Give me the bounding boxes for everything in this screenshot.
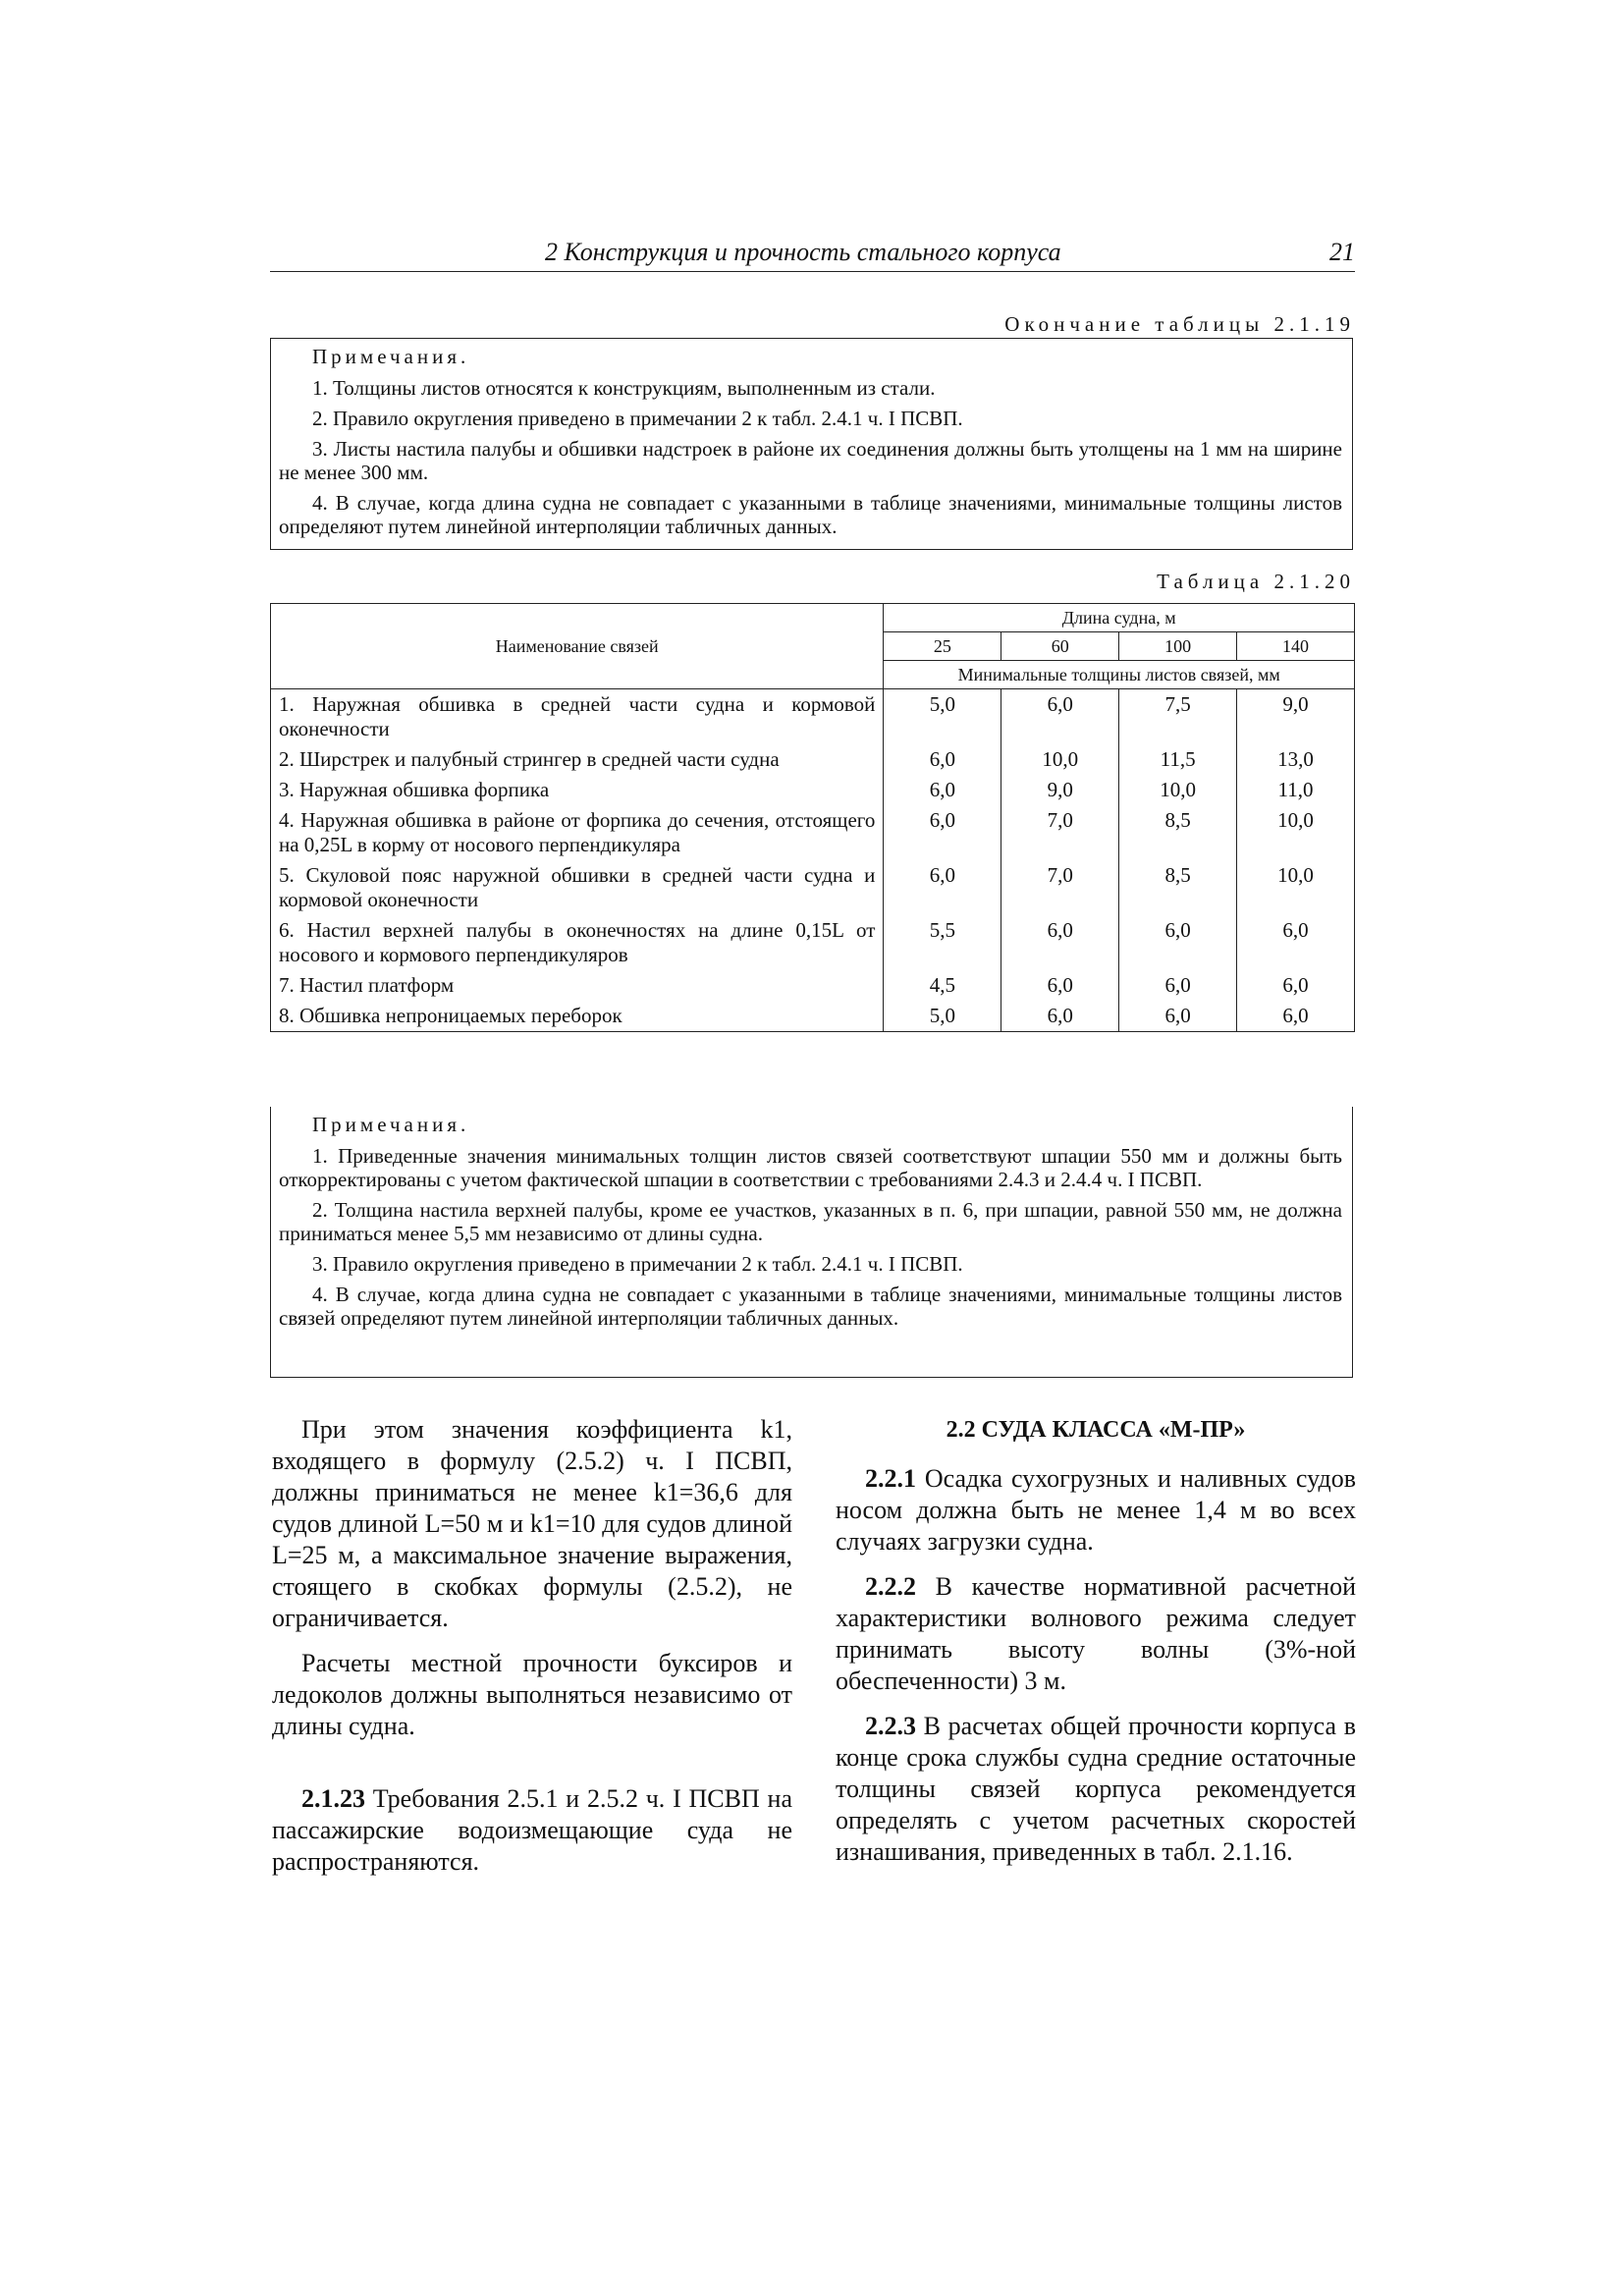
note-item: 4. В случае, когда длина судна не совпадает с указанными в таблице значениями, минимальные толщины листов определяют путем линейной интерполяции табличных данных.	[279, 491, 1342, 538]
cell-value: 6,0	[1237, 970, 1355, 1001]
cell-value: 9,0	[1237, 689, 1355, 745]
cell-value: 7,5	[1119, 689, 1237, 745]
note-item: 2. Толщина настила верхней палубы, кроме ее участков, указанных в п. 6, при шпации, равной 550 мм, не должна приниматься менее 5,5 мм независимо от длины судна.	[279, 1198, 1342, 1245]
cell-value: 6,0	[1001, 689, 1119, 745]
table-2-1-20	[270, 603, 1355, 1032]
row-name: 8. Обшивка непроницаемых переборок	[271, 1001, 884, 1032]
row-name: 7. Настил платформ	[271, 970, 884, 1001]
row-name: 4. Наружная обшивка в районе от форпика до сечения, отстоящего на 0,25L в корму от носового перпендикуляра	[271, 805, 884, 860]
cell-value: 5,5	[884, 915, 1001, 970]
cell-value: 10,0	[1001, 744, 1119, 775]
clause-number: 2.1.23	[301, 1784, 365, 1813]
right-column	[836, 1414, 1356, 1882]
table-row	[271, 860, 1355, 915]
table-row	[271, 689, 1355, 745]
table-row	[271, 915, 1355, 970]
paragraph-2-2-1	[836, 1463, 1356, 1558]
cell-value: 11,0	[1237, 775, 1355, 805]
row-name: 5. Скуловой пояс наружной обшивки в средней части судна и кормовой оконечности	[271, 860, 884, 915]
table-2-1-19-notes	[270, 338, 1353, 550]
section-heading: 2.2 СУДА КЛАССА «М-ПР»	[946, 1417, 1246, 1443]
cell-value: 6,0	[1119, 970, 1237, 1001]
row-name: 1. Наружная обшивка в средней части судна и кормовой оконечности	[271, 689, 884, 745]
clause-text: Осадка сухогрузных и наливных судов носом должна быть не менее 1,4 м во всех случаях загрузки судна.	[836, 1464, 1356, 1556]
cell-value: 6,0	[884, 775, 1001, 805]
table-2-1-20-notes	[270, 1107, 1353, 1378]
paragraph-2-2-2	[836, 1571, 1356, 1697]
row-name: 3. Наружная обшивка форпика	[271, 775, 884, 805]
cell-value: 6,0	[1119, 915, 1237, 970]
notes-title: Примечания.	[312, 1113, 470, 1136]
cell-value: 8,5	[1119, 860, 1237, 915]
length-header: 25	[884, 632, 1001, 661]
cell-value: 8,5	[1119, 805, 1237, 860]
clause-number: 2.2.1	[865, 1464, 916, 1493]
cell-value: 7,0	[1001, 860, 1119, 915]
column-header-name: Наименование связей	[271, 604, 884, 689]
page-header	[270, 238, 1355, 272]
paragraph: При этом значения коэффициента k1, входящего в формулу (2.5.2) ч. I ПСВП, должны приниматься не менее k1=36,6 для судов длиной L=50 м и k1=10 для судов длиной L=25 м, а максимальное значение выражения, стоящего в скобках формулы (2.5.2), не ограничивается.	[272, 1415, 792, 1632]
cell-value: 6,0	[1237, 915, 1355, 970]
cell-value: 6,0	[884, 860, 1001, 915]
notes-title: Примечания.	[312, 345, 470, 368]
cell-value: 4,5	[884, 970, 1001, 1001]
length-header: 60	[1001, 632, 1119, 661]
row-name: 2. Ширстрек и палубный стрингер в средней части судна	[271, 744, 884, 775]
page-number: 21	[1329, 238, 1355, 266]
clause-number: 2.2.3	[865, 1712, 916, 1740]
table-2-1-20-caption: Таблица 2.1.20	[1157, 570, 1355, 593]
cell-value: 6,0	[1001, 970, 1119, 1001]
table-row	[271, 805, 1355, 860]
cell-value: 6,0	[1237, 1001, 1355, 1032]
cell-value: 6,0	[884, 805, 1001, 860]
clause-text: В расчетах общей прочности корпуса в конце срока службы судна средние остаточные толщины связей корпуса рекомендуется определять с учетом расчетных скоростей изнашивания, приведенных в табл. 2.1.16.	[836, 1712, 1356, 1866]
cell-value: 6,0	[884, 744, 1001, 775]
cell-value: 9,0	[1001, 775, 1119, 805]
table-row	[271, 775, 1355, 805]
note-item: 1. Приведенные значения минимальных толщин листов связей соответствуют шпации 550 мм и должны быть откорректированы с учетом фактической шпации в соответствии с требованиями 2.4.3 и 2.4.4 ч. I ПСВП.	[279, 1144, 1342, 1191]
cell-value: 6,0	[1119, 1001, 1237, 1032]
running-title: 2 Конструкция и прочность стального корпуса	[545, 238, 1061, 266]
cell-value: 13,0	[1237, 744, 1355, 775]
cell-value: 7,0	[1001, 805, 1119, 860]
clause-text: Требования 2.5.1 и 2.5.2 ч. I ПСВП на пассажирские водоизмещающие суда не распространяются.	[272, 1784, 792, 1876]
row-name: 6. Настил верхней палубы в оконечностях на длине 0,15L от носового и кормового перпендикуляров	[271, 915, 884, 970]
note-item: 3. Листы настила палубы и обшивки надстроек в районе их соединения должны быть утолщены на 1 мм на ширине не менее 300 мм.	[279, 437, 1342, 484]
cell-value: 6,0	[1001, 1001, 1119, 1032]
cell-value: 10,0	[1119, 775, 1237, 805]
cell-value: 10,0	[1237, 860, 1355, 915]
table-2-1-19-caption: Окончание таблицы 2.1.19	[1004, 312, 1355, 336]
table-row	[271, 744, 1355, 775]
thickness-subheader: Минимальные толщины листов связей, мм	[884, 661, 1355, 689]
note-item: 2. Правило округления приведено в примечании 2 к табл. 2.4.1 ч. I ПСВП.	[312, 407, 963, 430]
left-column	[272, 1414, 792, 1891]
length-header: 100	[1119, 632, 1237, 661]
note-item: 4. В случае, когда длина судна не совпадает с указанными в таблице значениями, минимальные толщины листов связей определяют путем линейной интерполяции табличных данных.	[279, 1283, 1342, 1330]
table-row	[271, 1001, 1355, 1032]
column-group-length: Длина судна, м	[884, 604, 1355, 632]
cell-value: 5,0	[884, 1001, 1001, 1032]
table-row	[271, 970, 1355, 1001]
note-item: 3. Правило округления приведено в примечании 2 к табл. 2.4.1 ч. I ПСВП.	[312, 1252, 963, 1276]
length-header: 140	[1237, 632, 1355, 661]
cell-value: 5,0	[884, 689, 1001, 745]
note-item: 1. Толщины листов относятся к конструкциям, выполненным из стали.	[312, 376, 936, 400]
clause-number: 2.2.2	[865, 1572, 916, 1601]
paragraph: Расчеты местной прочности буксиров и ледоколов должны выполняться независимо от длины судна.	[272, 1649, 792, 1740]
cell-value: 6,0	[1001, 915, 1119, 970]
cell-value: 10,0	[1237, 805, 1355, 860]
cell-value: 11,5	[1119, 744, 1237, 775]
paragraph-2-2-3	[836, 1711, 1356, 1868]
clause-text: В качестве нормативной расчетной характеристики волнового режима следует принимать высоту волны (3%-ной обеспеченности) 3 м.	[836, 1572, 1356, 1695]
paragraph-2-1-23	[272, 1783, 792, 1878]
